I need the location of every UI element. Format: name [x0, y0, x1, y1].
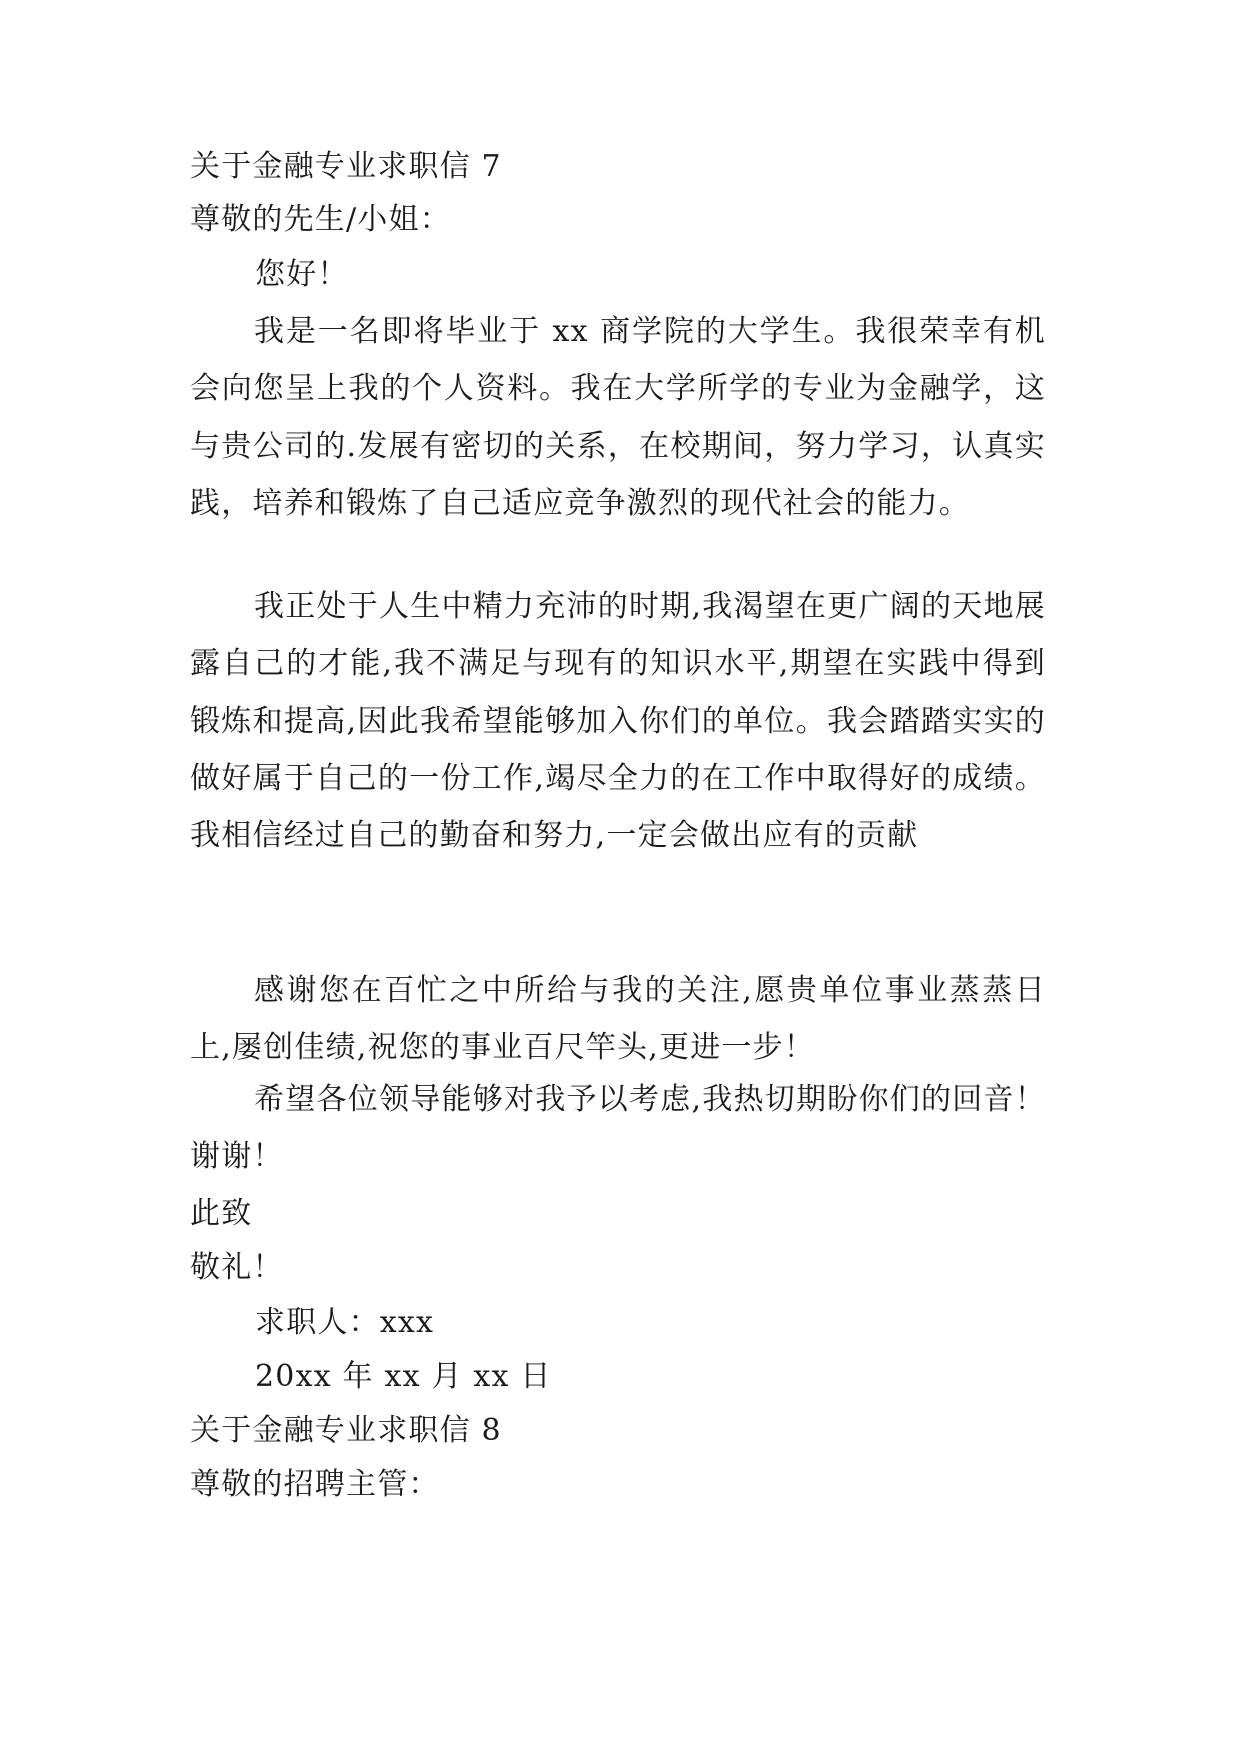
paragraph-1: 我是一名即将毕业于 xx 商学院的大学生。我很荣幸有机会向您呈上我的个人资料。我在大学所学的专业为金融学，这与贵公司的.发展有密切的关系，在校期间，努力学习，认真实践，培养和锻炼了自己适应竞争激烈的现代社会的能力。 [190, 314, 1046, 521]
paragraph-4: 希望各位领导能够对我予以考虑,我热切期盼你们的回音！谢谢！ [190, 1082, 1046, 1175]
closing-line-2: 敬礼！ [190, 1250, 284, 1285]
paragraph-3: 感谢您在百忙之中所给与我的关注,愿贵单位事业蒸蒸日上,屡创佳绩,祝您的事业百尺竿头,更进一步！ [190, 973, 1046, 1066]
greeting: 您好！ [255, 257, 349, 292]
letter-title: 关于金融专业求职信 7 [190, 149, 502, 184]
paragraph-2: 我正处于人生中精力充沛的时期,我渴望在更广阔的天地展露自己的才能,我不满足与现有的知识水平,期望在实践中得到锻炼和提高,因此我希望能够加入你们的单位。我会踏踏实实的做好属于自己的一份工作,竭尽全力的在工作中取得好的成绩。我相信经过自己的勤奋和努力,一定会做出应有的贡献 [190, 589, 1046, 854]
signature: 求职人：xxx [255, 1305, 435, 1340]
date: 20xx 年 xx 月 xx 日 [255, 1359, 552, 1394]
letter-title-2: 关于金融专业求职信 8 [190, 1413, 502, 1448]
closing-line-1: 此致 [190, 1196, 253, 1231]
salutation: 尊敬的先生/小姐： [190, 202, 451, 237]
salutation-2: 尊敬的招聘主管： [190, 1467, 440, 1502]
